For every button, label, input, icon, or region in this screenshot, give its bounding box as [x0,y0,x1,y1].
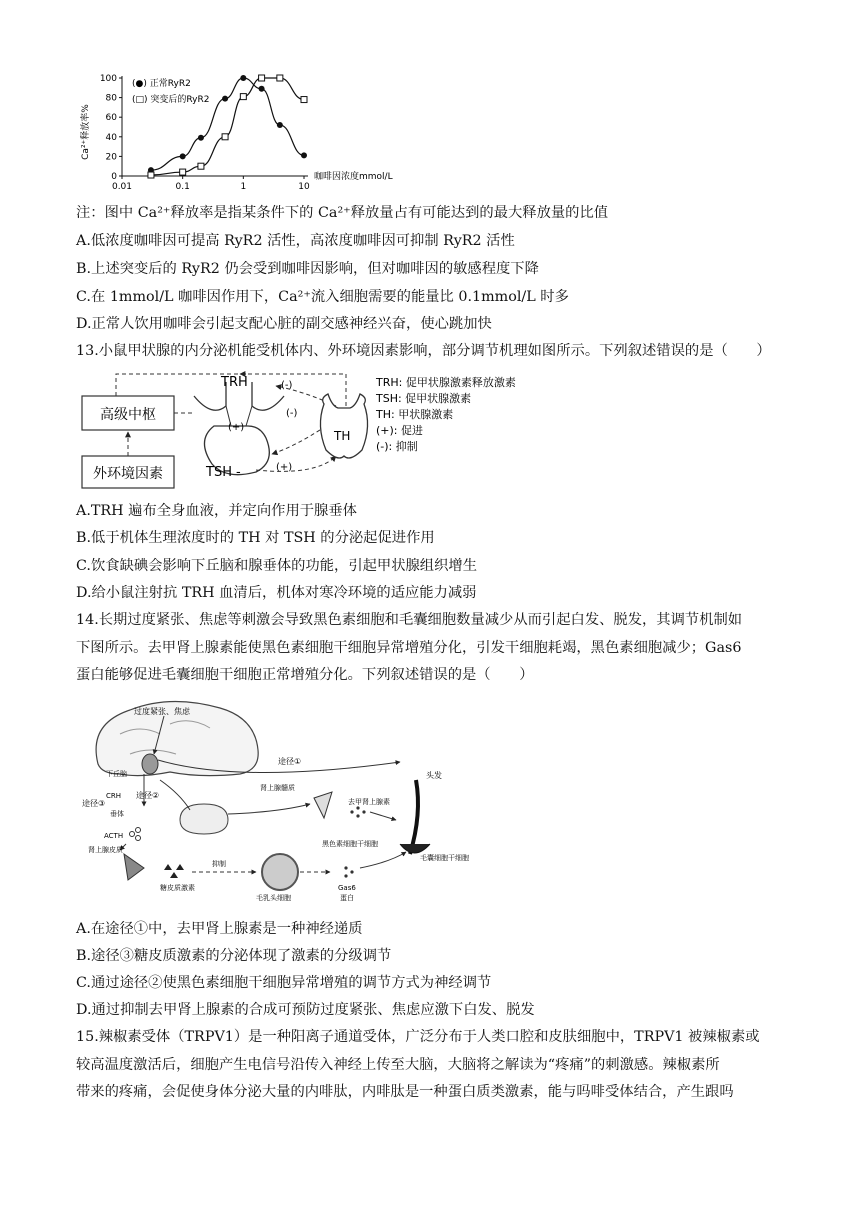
svg-text:肾上腺髓质: 肾上腺髓质 [260,784,295,792]
y-tick-label: 0 [111,172,117,182]
higher-center-label: 高级中枢 [100,407,156,423]
svg-text:毛乳头细胞: 毛乳头细胞 [256,894,291,902]
q14-option-b: B.途径③糖皮质激素的分泌体现了激素的分级调节 [76,948,392,964]
y-tick-label: 80 [105,93,117,104]
minus-lower: (-) [286,408,298,419]
point-normal [259,86,265,92]
x-tick-label: 1 [240,182,247,192]
q15-stem-line1: 15.辣椒素受体（TRPV1）是一种阳离子通道受体，广泛分布于人类口腔和皮肤细胞中，TRPV1 被辣椒素或 [76,1029,760,1045]
svg-text:去甲肾上腺素: 去甲肾上腺素 [348,798,390,806]
svg-text:蛋白: 蛋白 [340,894,354,902]
point-normal [198,135,204,141]
point-mutant [240,94,246,100]
chart-note: 注：图中 Ca²⁺释放率是指某条件下的 Ca²⁺释放量占有可能达到的最大释放量的比值 [76,205,609,221]
point-mutant [259,75,265,81]
point-mutant [180,169,186,175]
hypothalamus-shape [142,754,158,774]
svg-text:糖皮质激素: 糖皮质激素 [160,884,195,892]
legend-mutant: (□) 突变后的RyR2 [132,95,210,105]
q14-option-c: C.通过途径②使黑色素细胞干细胞异常增殖的调节方式为神经调节 [76,975,492,991]
thyroid-regulation-diagram [76,366,546,492]
stress-label: 过度紧张、焦虑 [134,707,190,716]
svg-text:Ca²⁺释放率%: Ca²⁺释放率% [81,104,91,160]
thyroid-legend [375,375,516,453]
point-normal [222,96,228,102]
q15-stem-line3: 带来的疼痛，会促使身体分泌大量的内啡肽，内啡肽是一种蛋白质类激素，能与吗啡受体结合，产生跟吗 [76,1084,734,1100]
svg-text:TSH: 促甲状腺激素: TSH: 促甲状腺激素 [376,392,472,405]
q14-option-d: D.通过抑制去甲肾上腺素的合成可预防过度紧张、焦虑应激下白发、脱发 [76,1002,535,1018]
route1-label: 途径① [278,757,302,766]
svg-text:Gas6: Gas6 [338,884,356,892]
q14-stem-line3: 蛋白能够促进毛囊细胞干细胞正常增殖分化。下列叙述错误的是（ ） [76,667,534,683]
legend-normal: (●) 正常RyR2 [132,79,191,89]
q13-option-c: C.饮食缺碘会影响下丘脑和腺垂体的功能，引起甲状腺组织增生 [76,558,477,574]
route2-label: 途径② [136,791,160,800]
y-axis-title [79,104,91,160]
environment-label: 外环境因素 [93,466,163,482]
y-tick-label: 100 [99,74,117,84]
svg-text:(+): 促进: (+): 促进 [376,424,424,437]
svg-text:肾上腺皮质: 肾上腺皮质 [88,846,123,854]
route3-label: 途径③ [82,799,106,808]
point-mutant [222,134,228,140]
thyroid-gland-shape [320,394,367,458]
x-axis-title: 咖啡因浓度mmol/L [314,172,393,182]
trh-label: TRH [221,375,248,390]
caffeine-ryr2-chart [76,70,436,198]
point-normal [240,75,246,81]
q13-stem: 13.小鼠甲状腺的内分泌机能受机体内、外环境因素影响，部分调节机理如图所示。下列叙述错误的是（ ） [76,343,771,359]
point-mutant [301,97,307,103]
q15-stem-line2: 较高温度激活后，细胞产生电信号沿传入神经上传至大脑，大脑将之解读为“疼痛”的刺激感。辣椒素所 [76,1057,720,1073]
chart-legend [132,77,209,105]
x-tick-label: 0.1 [175,182,190,192]
q14-option-a: A.在途径①中，去甲肾上腺素是一种神经递质 [76,921,363,937]
q13-option-d: D.给小鼠注射抗 TRH 血清后，机体对寒冷环境的适应能力减弱 [76,585,477,601]
stress-hair-diagram [80,694,520,904]
minus-upper: (-) [281,380,293,391]
svg-text:ACTH: ACTH [104,832,124,840]
papilla-cell [262,854,298,890]
point-normal [180,153,186,159]
q14-stem-line1: 14.长期过度紧张、焦虑等刺激会导致黑色素细胞和毛囊细胞数量减少从而引起白发、脱发，其调节机制如 [76,612,743,628]
q13-option-a: A.TRH 遍布全身血液，并定向作用于腺垂体 [76,503,357,519]
tsh-label: TSH [206,465,232,480]
point-mutant [277,75,283,81]
y-tick-label: 40 [105,132,117,143]
svg-text:抑制: 抑制 [212,860,226,868]
q12-option-b: B.上述突变后的 RyR2 仍会受到咖啡因影响，但对咖啡因的敏感程度下降 [76,261,539,277]
hypothalamus-label: 下丘脑 [106,770,127,778]
q12-option-d: D.正常人饮用咖啡会引起支配心脏的副交感神经兴奋，使心跳加快 [76,316,492,332]
hair-label: 头发 [426,771,442,780]
x-tick-label: 0.01 [111,182,133,192]
y-tick-label: 60 [105,113,117,124]
point-normal [301,152,307,158]
y-tick-label: 20 [105,152,117,163]
x-tick-label: 10 [298,182,310,192]
q12-option-c: C.在 1mmol/L 咖啡因作用下，Ca²⁺流入细胞需要的能量比 0.1mmol/L 时多 [76,289,569,305]
plus-thyroid: (+) [276,462,293,473]
svg-text:TRH: 促甲状腺激素释放激素: TRH: 促甲状腺激素释放激素 [376,376,516,389]
svg-text:黑色素细胞干细胞: 黑色素细胞干细胞 [322,840,378,848]
point-mutant [198,163,204,169]
svg-text:(-): 抑制: (-): 抑制 [376,440,418,453]
point-normal [277,122,283,128]
q14-stem-line2: 下图所示。去甲肾上腺素能使黑色素细胞干细胞异常增殖分化，引发干细胞耗竭，黑色素细胞减少；Gas6 [76,640,742,656]
q12-option-a: A.低浓度咖啡因可提高 RyR2 活性，高浓度咖啡因可抑制 RyR2 活性 [76,233,515,249]
point-mutant [148,172,154,178]
svg-text:TH: 甲状腺激素: TH: 甲状腺激素 [376,408,454,421]
th-label: TH [334,429,351,443]
q13-option-b: B.低于机体生理浓度时的 TH 对 TSH 的分泌起促进作用 [76,530,435,546]
svg-text:-: - [236,465,241,480]
svg-text:垂体: 垂体 [110,810,124,818]
svg-text:CRH: CRH [106,792,122,800]
svg-text:毛囊细胞干细胞: 毛囊细胞干细胞 [420,854,469,862]
plus-pituitary: (+) [228,422,245,433]
